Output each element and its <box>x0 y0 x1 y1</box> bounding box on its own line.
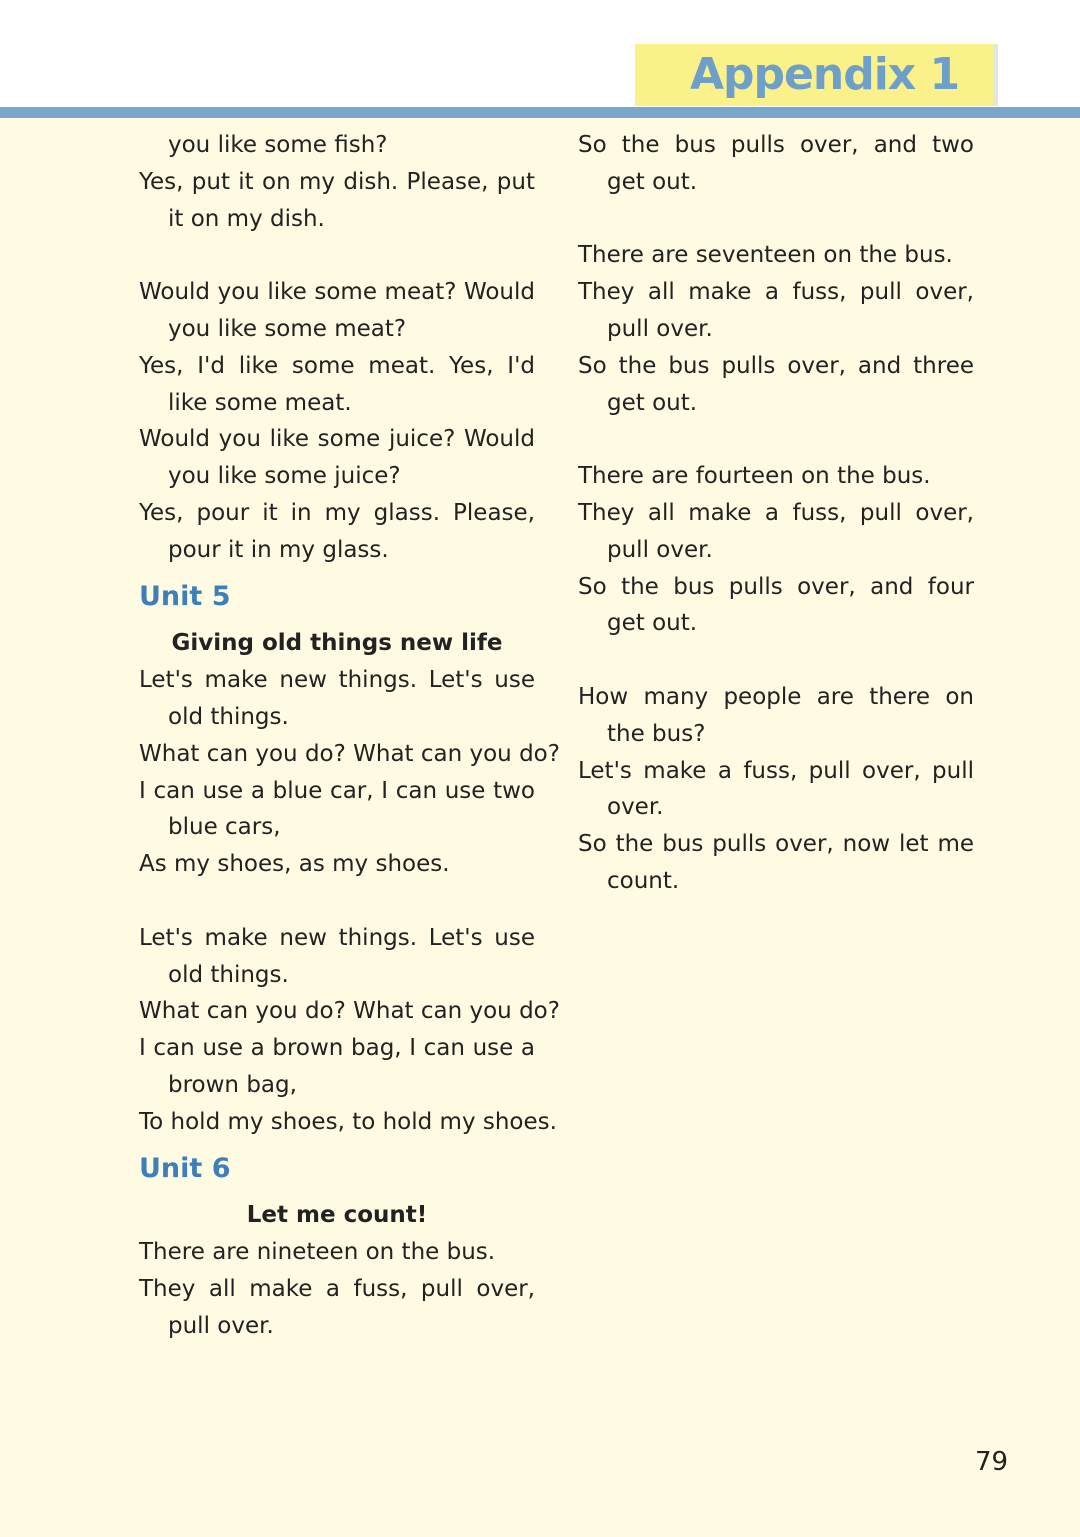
song-line: Let's make new things. Let's use <box>139 667 535 694</box>
bus-verse-4 <box>578 679 974 900</box>
song-line: over. <box>607 794 664 821</box>
unit-6-heading: Unit 6 <box>139 1152 231 1184</box>
song-line: I can use a blue car, I can use two <box>139 777 535 804</box>
unit-6-song-title: Let me count! <box>246 1202 428 1229</box>
song-line: old things. <box>168 703 289 730</box>
song-line: They all make a fuss, pull over, <box>578 279 974 306</box>
song-lines-meat-juice <box>139 274 535 568</box>
song-line: you like some fish? <box>168 132 388 158</box>
song-line: There are fourteen on the bus. <box>578 463 931 490</box>
unit-5-song-title: Giving old things new life <box>171 630 503 657</box>
unit-5-heading: Unit 5 <box>139 580 231 612</box>
song-line: blue cars, <box>168 814 281 841</box>
song-lines-fish <box>139 127 535 237</box>
song-line: Would you like some meat? Would <box>139 279 535 306</box>
song-line: get out. <box>607 610 698 637</box>
song-line: Yes, pour it in my glass. Please, <box>139 499 535 526</box>
stanza-gap <box>578 421 974 458</box>
song-line: get out. <box>607 168 698 195</box>
song-line: As my shoes, as my shoes. <box>139 851 450 878</box>
left-column <box>139 127 560 1345</box>
unit-5-verse-2 <box>139 920 560 1141</box>
page-number: 79 <box>975 1447 1009 1477</box>
song-line: So the bus pulls over, and two <box>578 132 974 158</box>
song-line: the bus? <box>607 720 706 747</box>
song-line: So the bus pulls over, and four <box>578 573 974 600</box>
song-line: How many people are there on <box>578 683 974 710</box>
song-line: like some meat. <box>168 389 352 416</box>
song-line: pour it in my glass. <box>168 536 389 563</box>
unit-6-verse-1 <box>139 1234 535 1344</box>
bus-verse-1 <box>578 127 974 201</box>
song-line: So the bus pulls over, and three <box>578 352 974 379</box>
stanza-gap <box>139 237 535 274</box>
song-line: Yes, I'd like some meat. Yes, I'd <box>139 352 535 379</box>
stanza-gap <box>578 642 974 679</box>
header-divider <box>0 107 1080 118</box>
stanza-gap <box>139 883 535 920</box>
song-line: To hold my shoes, to hold my shoes. <box>139 1108 557 1135</box>
song-line: Would you like some juice? Would <box>139 426 535 453</box>
song-line: I can use a brown bag, I can use a <box>139 1035 535 1062</box>
song-line: They all make a fuss, pull over, <box>578 499 974 526</box>
song-line: count. <box>607 867 680 894</box>
appendix-title: Appendix 1 <box>690 49 960 100</box>
song-line: What can you do? What can you do? <box>139 998 560 1025</box>
song-line: brown bag, <box>168 1071 297 1098</box>
stanza-gap <box>578 201 974 238</box>
song-line: There are seventeen on the bus. <box>578 242 953 269</box>
song-line: They all make a fuss, pull over, <box>139 1275 535 1302</box>
bus-verse-3 <box>578 458 974 642</box>
song-line: get out. <box>607 389 698 416</box>
song-line: it on my dish. <box>168 205 325 232</box>
song-line: Let's make new things. Let's use <box>139 924 535 951</box>
song-line: pull over. <box>607 536 713 563</box>
unit-5-verse-1 <box>139 662 560 883</box>
song-line: Let's make a fuss, pull over, pull <box>578 757 974 784</box>
song-line: What can you do? What can you do? <box>139 740 560 767</box>
song-line: old things. <box>168 961 289 988</box>
song-line: you like some juice? <box>168 463 401 490</box>
song-line: pull over. <box>168 1312 274 1339</box>
song-line: Yes, put it on my dish. Please, put <box>139 168 535 195</box>
bus-verse-2 <box>578 237 974 421</box>
right-column <box>578 127 974 900</box>
song-line: So the bus pulls over, now let me <box>578 831 974 858</box>
song-line: pull over. <box>607 315 713 342</box>
song-line: you like some meat? <box>168 315 407 342</box>
song-line: There are nineteen on the bus. <box>139 1239 496 1266</box>
